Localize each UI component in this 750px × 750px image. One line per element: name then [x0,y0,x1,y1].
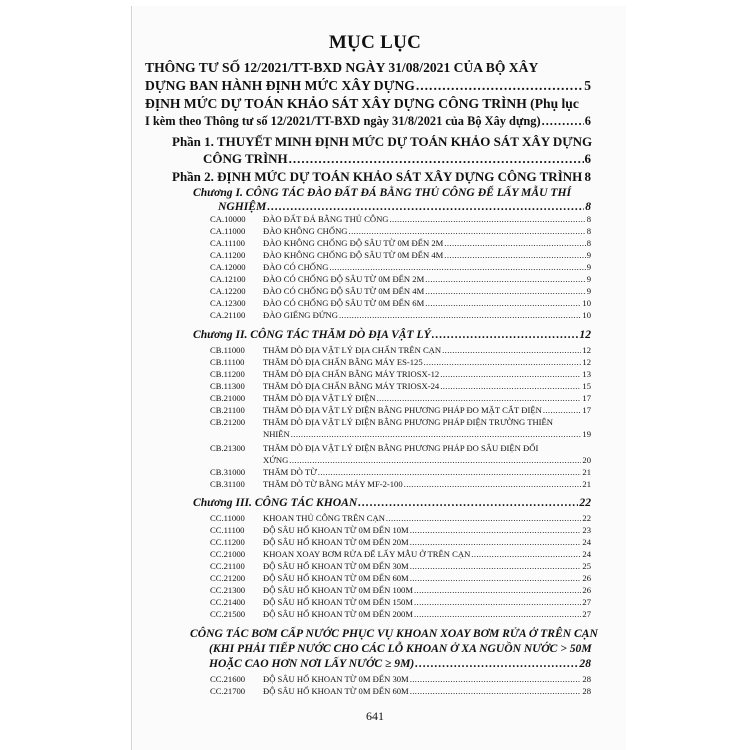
toc-section-pump[interactable]: HOẶC CAO HƠN NƠI LẤY NƯỚC ≥ 9M) ..... 28 [209,657,591,670]
item-title: ĐÀO GIẾNG ĐỨNG [263,310,338,320]
toc-item[interactable] [210,537,591,547]
item-title: ĐÀO CÓ CHỐNG ĐỘ SÂU TỪ 0M ĐẾN 4M [263,286,425,296]
item-title: ĐÀO ĐẤT ĐÁ BẰNG THỦ CÔNG [263,214,389,224]
leader-dots [267,200,584,213]
item-code: CC.21500 [210,609,246,619]
toc-item[interactable] [210,357,591,367]
toc-page-number: 28 [579,657,591,670]
toc-item[interactable] [210,561,591,571]
toc-page-number: 10 [582,298,591,308]
item-code: CA.11000 [210,226,246,236]
toc-page-number: 8 [586,238,591,248]
item-title: ĐỘ SÂU HỐ KHOAN TỪ 0M ĐẾN 30M [263,674,409,684]
item-title: THĂM DÒ ĐỊA VẬT LÝ ĐỊA CHẤN TRÊN CẠN [263,345,442,355]
item-code: CB.11000 [210,345,245,355]
item-title: THĂM DÒ TỪ BẰNG MÁY MF-2-100 [263,479,403,489]
toc-item[interactable] [210,393,591,403]
item-code: CC.11200 [210,537,245,547]
item-title: ĐỘ SÂU HỐ KHOAN TỪ 0M ĐẾN 30M [263,561,409,571]
toc-item[interactable] [210,369,591,379]
item-title: ĐÀO CÓ CHỐNG ĐỘ SÂU TỪ 0M ĐẾN 2M [263,274,425,284]
toc-entry-norms[interactable]: I kèm theo Thông tư số 12/2021/TT-BXD ngày 31/8/2021 của Bộ Xây dựng) ..... 6 [145,114,591,129]
toc-item[interactable]: XỨNG ..... 20 [263,455,591,465]
item-title: ĐÀO KHÔNG CHỐNG ĐỘ SÂU TỪ 0M ĐẾN 4M [263,250,444,260]
page-number: 641 [366,709,384,723]
item-code: CA.10000 [210,214,246,224]
toc-item[interactable] [210,513,591,523]
toc-item[interactable] [210,226,591,236]
toc-page-number: 9 [586,274,591,284]
item-code: CA.12000 [210,262,246,272]
item-code: CB.11300 [210,381,245,391]
item-title: ĐÀO KHÔNG CHỐNG ĐỘ SÂU TỪ 0M ĐẾN 2M [263,238,444,248]
toc-entry-circular-line1: THÔNG TƯ SỐ 12/2021/TT-BXD NGÀY 31/08/2021 CỦA BỘ XÂY [145,60,539,75]
leader-dots [358,496,578,509]
toc-page-number: 9 [586,262,591,272]
toc-item[interactable] [210,405,591,415]
toc-item[interactable] [210,674,591,684]
toc-page-number: 8 [584,169,591,184]
toc-page-number: 27 [582,597,591,607]
toc-page-number: 12 [579,328,591,341]
toc-part-1[interactable]: CÔNG TRÌNH ..... 6 [203,151,591,167]
toc-chapter-3[interactable]: Chương III. CÔNG TÁC KHOAN ..... 22 [193,496,591,509]
item-title: THĂM DÒ ĐỊA VẬT LÝ ĐIỆN BẰNG PHƯƠNG PHÁP ĐO SÂU ĐIỆN ĐỐI [263,443,539,453]
item-code: CA.21100 [210,310,246,320]
toc-page-number: 24 [582,549,591,559]
toc-item[interactable] [210,286,591,296]
toc-page-number: 9 [586,250,591,260]
item-code: CA.12200 [210,286,246,296]
toc-page-number: 21 [582,479,591,489]
toc-item-line1 [210,443,538,453]
toc-page-number: 28 [582,674,591,684]
toc-page-number: 17 [582,393,591,403]
item-title: ĐÀO KHÔNG CHỐNG [263,226,348,236]
item-title: ĐỘ SÂU HỐ KHOAN TỪ 0M ĐẾN 100M [263,585,413,595]
item-title: THĂM DÒ TỪ [263,467,317,477]
item-code: CB.11100 [210,357,245,367]
item-title: THĂM DÒ ĐỊA CHẤN BẰNG MÁY TRIOSX-24 [263,381,440,391]
toc-item[interactable] [210,597,591,607]
toc-item[interactable] [210,262,591,272]
item-title: ĐỘ SÂU HỐ KHOAN TỪ 0M ĐẾN 60M [263,686,409,696]
item-code: CB.21000 [210,393,246,403]
item-title: ĐỘ SÂU HỐ KHOAN TỪ 0M ĐẾN 150M [263,597,413,607]
item-title: ĐỘ SÂU HỐ KHOAN TỪ 0M ĐẾN 60M [263,573,409,583]
toc-item-line1 [210,417,553,427]
item-code: CB.31100 [210,479,245,489]
toc-page-number: 17 [582,405,591,415]
toc-item[interactable] [210,214,591,224]
toc-section-pump-line2: (KHI PHẢI TIẾP NƯỚC CHO CÁC LỖ KHOAN Ở XA NGUỒN NƯỚC > 50M [209,642,592,655]
toc-page-number: 8 [585,200,591,213]
item-code: CB.21200 [210,417,246,427]
item-code: CC.11100 [210,525,245,535]
toc-page-number: 22 [582,513,591,523]
toc-page-number: 26 [582,585,591,595]
toc-page-number: 20 [582,455,591,465]
toc-item[interactable] [210,298,591,308]
toc-page-number: 21 [582,467,591,477]
item-code: CC.21600 [210,674,246,684]
toc-item[interactable] [210,525,591,535]
item-title: THĂM DÒ ĐỊA VẬT LÝ ĐIỆN BẰNG PHƯƠNG PHÁP ĐIỆN TRƯỜNG THIÊN [263,417,554,427]
toc-page-number: 9 [586,286,591,296]
leader-dots [416,78,583,94]
toc-item[interactable] [210,274,591,284]
toc-item[interactable] [210,310,591,320]
item-title: ĐÀO CÓ CHỐNG [263,262,329,272]
toc-item[interactable] [210,467,591,477]
toc-chapter-1-line1: Chương I. CÔNG TÁC ĐÀO ĐẤT ĐÁ BẰNG THỦ CÔNG ĐỂ LẤY MẪU THÍ [193,186,571,199]
toc-item[interactable] [210,609,591,619]
toc-item[interactable] [210,238,591,248]
page-title: MỤC LỤC [328,32,422,53]
toc-page-number: 6 [584,151,591,166]
item-code: CA.11100 [210,238,245,248]
toc-section-pump-line1: CÔNG TÁC BƠM CẤP NƯỚC PHỤC VỤ KHOAN XOAY BƠM RỬA Ở TRÊN CẠN [190,627,598,640]
item-title: KHOAN XOAY BƠM RỬA ĐỂ LẤY MẪU Ở TRÊN CẠN [263,549,471,559]
item-title: ĐỘ SÂU HỐ KHOAN TỪ 0M ĐẾN 20M [263,537,409,547]
toc-page-number: 8 [586,214,591,224]
toc-page-number: 8 [586,226,591,236]
toc-page-number: 19 [582,429,591,439]
toc-page-number: 10 [582,310,591,320]
toc-chapter-1[interactable]: NGHIỆM ..... 8 [218,200,591,213]
item-title: ĐÀO CÓ CHỐNG ĐỘ SÂU TỪ 0M ĐẾN 6M [263,298,425,308]
item-title: ĐỘ SÂU HỐ KHOAN TỪ 0M ĐẾN 200M [263,609,413,619]
item-title: THĂM DÒ ĐỊA CHẤN BẰNG MÁY TRIOSX-12 [263,369,440,379]
toc-page-number: 28 [582,686,591,696]
toc-item[interactable] [210,573,591,583]
item-code: CB.21100 [210,405,245,415]
item-code: CB.11200 [210,369,245,379]
item-code: CB.31000 [210,467,246,477]
item-code: CC.21000 [210,549,246,559]
toc-entry-norms-line1: ĐỊNH MỨC DỰ TOÁN KHẢO SÁT XÂY DỰNG CÔNG TRÌNH (Phụ lục [145,96,579,111]
item-title: THĂM DÒ ĐỊA CHẤN BẰNG MÁY ES-125 [263,357,423,367]
item-code: CC.21100 [210,561,245,571]
item-title: ĐỘ SÂU HỐ KHOAN TỪ 0M ĐẾN 10M [263,525,409,535]
item-title: THĂM DÒ ĐỊA VẬT LÝ ĐIỆN [263,393,376,403]
toc-item[interactable] [210,381,591,391]
toc-page-number: 27 [582,609,591,619]
toc-page-number: 13 [582,369,591,379]
toc-entry-circular[interactable]: DỰNG BAN HÀNH ĐỊNH MỨC XÂY DỰNG ..... 5 [145,78,591,94]
toc-part-2[interactable]: Phần 2. ĐỊNH MỨC DỰ TOÁN KHẢO SÁT XÂY DỰNG CÔNG TRÌNH ..... 8 [172,169,591,185]
toc-item[interactable] [210,549,591,559]
item-title: THĂM DÒ ĐỊA VẬT LÝ ĐIỆN BẰNG PHƯƠNG PHÁP ĐO MẶT CẮT ĐIỆN [263,405,542,415]
toc-page-number: 24 [582,537,591,547]
item-code: CC.21200 [210,573,246,583]
toc-item[interactable] [210,345,591,355]
item-code: CA.12300 [210,298,246,308]
item-code: CA.12100 [210,274,246,284]
item-code: CC.21700 [210,686,246,696]
toc-page-number: 15 [582,381,591,391]
item-code: CA.11200 [210,250,246,260]
toc-page-number: 26 [582,573,591,583]
leader-dots [542,114,584,129]
toc-item[interactable] [210,479,591,489]
item-title: KHOAN THỦ CÔNG TRÊN CẠN [263,513,385,523]
toc-page-number: 25 [582,561,591,571]
toc-page-number: 5 [584,78,591,93]
toc-page-number: 12 [582,357,591,367]
leader-dots [415,657,578,670]
toc-item[interactable]: NHIÊN ..... 19 [263,429,591,439]
toc-page-number: 22 [579,496,591,509]
item-code: CC.21300 [210,585,246,595]
item-code: CB.21300 [210,443,246,453]
toc-page-number: 23 [582,525,591,535]
toc-chapter-2[interactable]: Chương II. CÔNG TÁC THĂM DÒ ĐỊA VẬT LÝ ..... 12 [193,328,591,341]
item-code: CC.11000 [210,513,245,523]
item-code: CC.21400 [210,597,246,607]
toc-page-number: 12 [582,345,591,355]
toc-item[interactable] [210,250,591,260]
toc-part-1-line1: Phần 1. THUYẾT MINH ĐỊNH MỨC DỰ TOÁN KHẢO SÁT XÂY DỰNG [172,134,593,149]
toc-item[interactable] [210,585,591,595]
leader-dots [289,151,584,167]
toc-page-number: 6 [584,114,591,128]
leader-dots [432,328,579,341]
toc-item[interactable] [210,686,591,696]
